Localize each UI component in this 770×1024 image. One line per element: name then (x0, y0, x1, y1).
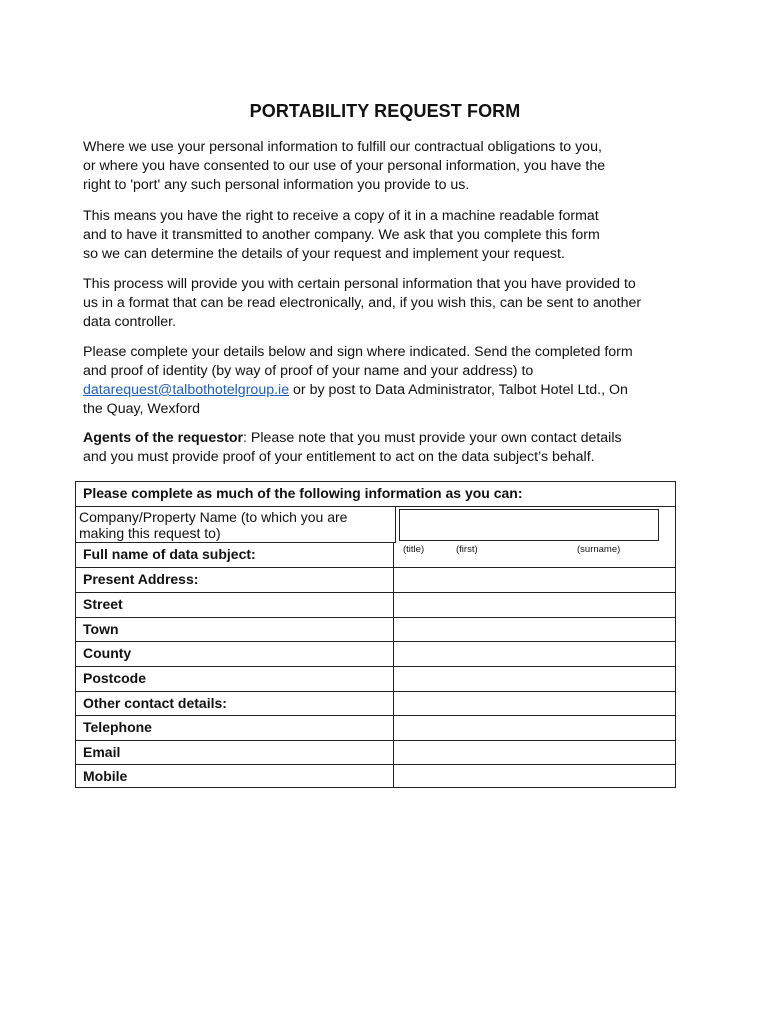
postcode-label: Postcode (83, 670, 147, 686)
column-divider (393, 642, 394, 666)
county-label: County (83, 645, 132, 661)
text-line: data controller. (83, 314, 177, 330)
column-divider (393, 568, 394, 592)
details-form-table (75, 481, 676, 788)
intro-paragraph (83, 138, 695, 195)
email-row[interactable] (76, 741, 675, 765)
email-label: Email (83, 744, 121, 760)
column-divider (393, 593, 394, 617)
text-line: This process will provide you with certain personal information that you have provided to (83, 276, 636, 292)
text-line: Please complete your details below and sign where indicated. Send the completed form (83, 344, 633, 360)
text-line: us in a format that can be read electronically, and, if you wish this, can be sent to another (83, 295, 642, 311)
street-label: Street (83, 596, 123, 612)
street-row[interactable] (76, 593, 675, 618)
name-title-hint: (title) (403, 544, 425, 555)
present-address-label: Present Address: (83, 571, 199, 587)
process-paragraph (83, 275, 695, 332)
mobile-label: Mobile (83, 768, 128, 784)
text-line: right to 'port' any such personal information you provide to us. (83, 177, 470, 193)
column-divider (393, 667, 394, 691)
full-name-row (76, 543, 675, 568)
county-row[interactable] (76, 642, 675, 667)
text-line: the Quay, Wexford (83, 401, 200, 417)
agents-label: Agents of the requestor (83, 430, 244, 446)
other-contact-row (76, 692, 675, 716)
email-link[interactable]: datarequest@talbothotelgroup.ie (83, 382, 290, 398)
form-heading: Please complete as much of the following information as you can: (76, 482, 675, 507)
column-divider (393, 618, 394, 641)
name-surname-hint: (surname) (577, 544, 621, 555)
mobile-row[interactable] (76, 765, 675, 787)
text-line: or where you have consented to our use of your personal information, you have the (83, 158, 606, 174)
text-line (83, 381, 695, 400)
town-label: Town (83, 621, 119, 637)
column-divider (393, 692, 394, 715)
column-divider (393, 716, 394, 740)
text-line: and you must provide proof of your entitlement to act on the data subject’s behalf. (83, 449, 595, 465)
text-line (83, 429, 695, 448)
rights-paragraph (83, 207, 695, 264)
present-address-row (76, 568, 675, 593)
company-row (76, 507, 675, 543)
agents-paragraph (83, 429, 695, 467)
company-label-cell (76, 507, 396, 543)
postcode-row[interactable] (76, 667, 675, 692)
telephone-row[interactable] (76, 716, 675, 741)
text-fragment: : Please note that you must provide your own contact details (243, 430, 622, 446)
text-line: Where we use your personal information to fulfill our contractual obligations to you, (83, 139, 602, 155)
column-divider (393, 543, 394, 567)
telephone-label: Telephone (83, 719, 152, 735)
text-line: so we can determine the details of your request and implement your request. (83, 246, 565, 262)
column-divider (393, 765, 394, 787)
text-line: This means you have the right to receive a copy of it in a machine readable format (83, 208, 599, 224)
full-name-label: Full name of data subject: (83, 546, 256, 562)
other-contact-label: Other contact details: (83, 695, 227, 711)
text-line: and proof of identity (by way of proof of your name and your address) to (83, 363, 534, 379)
page-title: PORTABILITY REQUEST FORM (249, 101, 521, 121)
instructions-paragraph (83, 343, 695, 419)
company-input[interactable] (399, 509, 659, 541)
text-fragment: or by post to Data Administrator, Talbot Hotel Ltd., On (289, 382, 628, 398)
town-row[interactable] (76, 618, 675, 642)
company-label: Company/Property Name (to which you are making this request to) (79, 509, 348, 541)
text-line: and to have it transmitted to another company. We ask that you complete this form (83, 227, 600, 243)
column-divider (393, 741, 394, 764)
name-first-hint: (first) (456, 544, 478, 555)
